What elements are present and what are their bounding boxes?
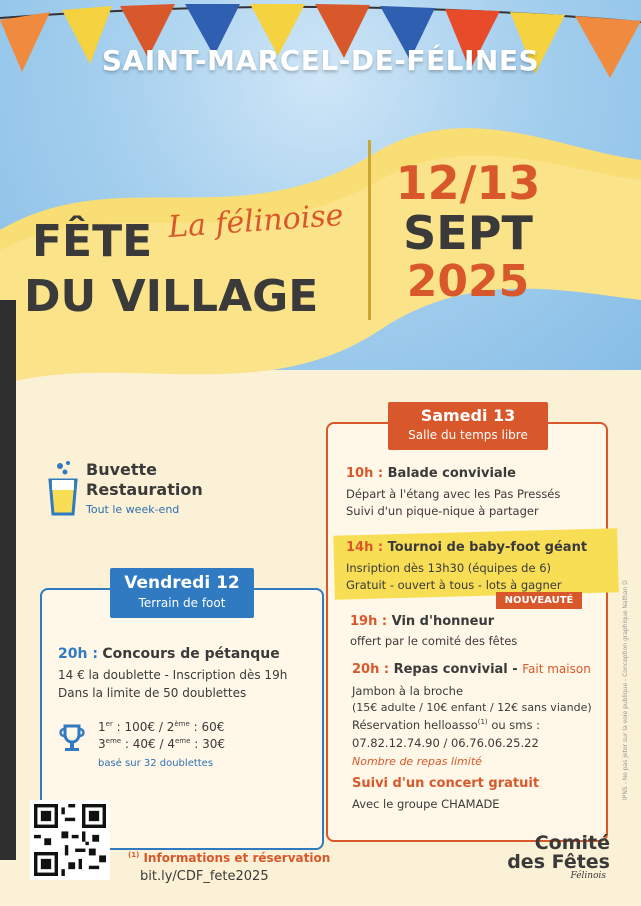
banner-pole — [0, 300, 16, 860]
trophy-icon — [56, 722, 88, 754]
prize-line2: 3eme : 40€ / 4eme : 30€ — [98, 737, 225, 751]
event-balade-line2: Suivi d'un pique-nique à partager — [346, 504, 539, 518]
vendredi-day: Vendredi 12 — [124, 573, 240, 593]
title-line1: FÊTE — [32, 216, 153, 267]
event-repas-line3: Réservation helloasso$^{(1)}$ ou sms : — [352, 718, 541, 732]
event-concert-title: Suivi d'un concert gratuit — [352, 776, 540, 791]
vendredi-line2: Dans la limite de 50 doublettes — [58, 686, 247, 700]
buvette-title: Buvette — [86, 460, 158, 479]
event-balade-title: 10h : Balade conviviale — [346, 466, 516, 481]
samedi-header — [388, 402, 548, 450]
event-babyfoot-line1: Insription dès 13h30 (équipes de 6) — [346, 561, 552, 575]
vendredi-header — [110, 568, 254, 618]
new-badge: NOUVEAUTÉ — [496, 592, 582, 609]
prize-basis: basé sur 32 doublettes — [98, 758, 214, 769]
buvette-subtitle: Tout le week-end — [86, 503, 180, 516]
date-days: 12/13 — [395, 156, 541, 210]
qr-code[interactable] — [30, 800, 110, 880]
title-script: La félinoise — [166, 197, 345, 246]
event-babyfoot-title: 14h : Tournoi de baby-foot géant — [346, 540, 588, 555]
restauration-title: Restauration — [86, 480, 203, 499]
event-repas-title: 20h : Repas convivial - Fait maison — [352, 662, 591, 677]
date-month: SEPT — [403, 206, 533, 260]
vendredi-place: Terrain de foot — [138, 596, 226, 610]
event-balade-line1: Départ à l'étang avec les Pas Pressés — [346, 487, 561, 501]
vendredi-event-title: 20h : Concours de pétanque — [58, 646, 280, 662]
event-babyfoot-line2: Gratuit - ouvert à tous - lots à gagner — [346, 578, 562, 592]
comite-logo: Comité des Fêtes Félinois — [507, 832, 610, 881]
event-vin-title: 19h : Vin d'honneur — [350, 614, 495, 629]
event-vin-line1: offert par le comité des fêtes — [350, 634, 518, 648]
title-divider — [368, 140, 371, 320]
event-repas-phones: 07.82.12.74.90 / 06.76.06.25.22 — [352, 736, 539, 750]
title-line2: DU VILLAGE — [24, 271, 319, 322]
event-repas-line1: Jambon à la broche — [352, 684, 464, 698]
event-concert-line1: Avec le groupe CHAMADE — [352, 797, 500, 811]
info-link[interactable]: bit.ly/CDF_fete2025 — [140, 869, 269, 884]
glass-icon — [46, 460, 80, 516]
prize-line1: 1er : 100€ / 2ème : 60€ — [98, 720, 225, 734]
town-name: SAINT-MARCEL-DE-FÉLINES — [101, 44, 540, 77]
vendredi-line1: 14 € la doublette - Inscription dès 19h — [58, 668, 288, 682]
date-year: 2025 — [406, 256, 530, 307]
credit-text: IPNS - Ne pas jeter sur la voie publique - Conception graphique Nathan D — [622, 580, 629, 800]
info-label: $^{(1)}$ Informations et réservation — [128, 851, 331, 865]
samedi-day: Samedi 13 — [420, 406, 516, 425]
event-repas-line2: (15€ adulte / 10€ enfant / 12€ sans viande) — [352, 701, 592, 714]
event-repas-limit: Nombre de repas limité — [352, 755, 482, 768]
samedi-place: Salle du temps libre — [408, 428, 528, 442]
